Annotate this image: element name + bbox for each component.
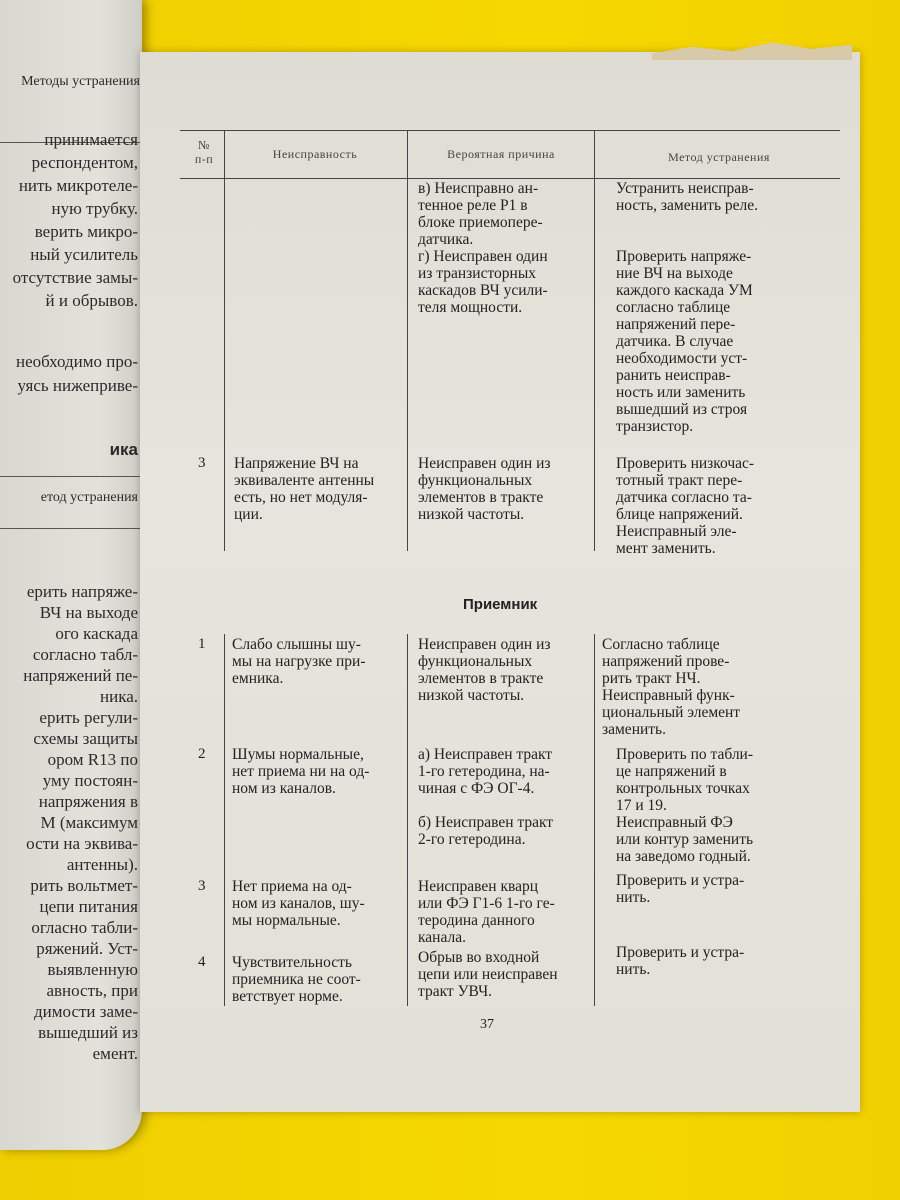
- table-top-rule: [180, 130, 840, 131]
- rx-row4-cause: Обрыв во входной цепи или неисправен тракт УВЧ.: [418, 949, 558, 1000]
- left-line: напряжений пе-: [23, 666, 138, 685]
- left-line: верить микро-: [34, 222, 138, 241]
- rx-row3-num: 3: [198, 878, 206, 894]
- left-line: димости заме-: [34, 1002, 138, 1021]
- col-divider-rx-1: [224, 634, 225, 1006]
- rx-row3-method: Проверить и устра- нить.: [616, 872, 745, 906]
- section-title-receiver: Приемник: [463, 596, 538, 613]
- left-line: цепи питания: [39, 897, 138, 916]
- left-header: Методы устранения: [21, 74, 140, 89]
- col-divider-2: [407, 130, 408, 178]
- row3-fault: Напряжение ВЧ на эквиваленте антенны есть, но нет модуля- ции.: [234, 455, 375, 523]
- rx-row4-num: 4: [198, 954, 206, 970]
- left-line: ряжений. Уст-: [36, 939, 138, 958]
- left-line: респондентом,: [31, 153, 138, 172]
- left-line: ерить регули-: [39, 708, 138, 727]
- col-divider-body-3: [594, 178, 595, 551]
- col-divider-body-1: [224, 178, 225, 551]
- left-line: ника.: [100, 687, 138, 706]
- left-line: вышедший из: [38, 1023, 138, 1042]
- left-line: схемы защиты: [33, 729, 138, 748]
- rx-row2-num: 2: [198, 746, 206, 762]
- rx-row1-method: Согласно таблице напряжений прове- рить тракт НЧ. Неисправный функ- циональный элемент заменить.: [602, 636, 741, 738]
- rx-row2-fault: Шумы нормальные, нет приема ни на од- ном из каналов.: [232, 746, 370, 797]
- rx-row1-cause: Неисправен один из функциональных элементов в тракте низкой частоты.: [418, 636, 551, 704]
- left-line: нить микротеле-: [18, 176, 138, 195]
- col-divider-rx-3: [594, 634, 595, 1006]
- row-cont-method: Устранить неисправ- ность, заменить реле. Проверить напряже- ние ВЧ на выходе каждого каскада УМ согласно таблице напряжений пере- датчика. В случае необходимости уст- ранить неисправ- ность или заменить вышедший из строя транзистор.: [616, 180, 759, 435]
- rx-row2-cause: а) Неисправен тракт 1-го гетеродина, на- чиная с ФЭ ОГ-4. б) Неисправен тракт 2-го гетеродина.: [418, 746, 554, 848]
- left-line: согласно табл-: [32, 645, 138, 664]
- left-subheader: етод устранения: [40, 490, 138, 505]
- left-line: уясь нижеприве-: [17, 376, 138, 395]
- rx-row4-fault: Чувствительность приемника не соот- ветствует норме.: [232, 954, 361, 1005]
- left-line: антенны).: [66, 855, 138, 874]
- row3-num: 3: [198, 455, 206, 471]
- left-line: выявленную: [47, 960, 138, 979]
- left-line: авность, при: [46, 981, 138, 1000]
- left-line: ВЧ на выходе: [39, 603, 138, 622]
- left-line: принимается: [44, 130, 138, 149]
- rx-row2-method: Проверить по табли- це напряжений в контрольных точках 17 и 19. Неисправный ФЭ или контур заменить на заведомо годный.: [616, 746, 754, 865]
- col-divider-body-2: [407, 178, 408, 551]
- row-cont-cause: в) Неисправно ан- тенное реле Р1 в блоке приемопере- датчика. г) Неисправен один из транзисторных каскадов ВЧ усили- теля мощности.: [418, 180, 548, 316]
- header-method: Метод устранения: [668, 150, 770, 164]
- left-rule-3: [0, 528, 142, 529]
- left-line: ости на эквива-: [26, 834, 138, 853]
- col-divider-1: [224, 130, 225, 178]
- left-line: емент.: [92, 1044, 138, 1063]
- left-line: ный усилитель: [30, 245, 138, 264]
- previous-page: [0, 0, 142, 1150]
- col-divider-3: [594, 130, 595, 178]
- rx-row3-cause: Неисправен кварц или ФЭ Г1-6 1-го ге- теродина данного канала.: [418, 878, 555, 946]
- left-line: уму постоян-: [42, 771, 138, 790]
- table-header-rule: [180, 178, 840, 179]
- left-rule-2: [0, 476, 142, 477]
- left-heading: ика: [109, 440, 138, 459]
- row3-cause: Неисправен один из функциональных элементов в тракте низкой частоты.: [418, 455, 551, 523]
- col-divider-rx-2: [407, 634, 408, 1006]
- left-line: ого каскада: [55, 624, 138, 643]
- left-line: отсутствие замы-: [12, 268, 138, 287]
- page-number: 37: [480, 1017, 494, 1032]
- row3-method: Проверить низкочас- тотный тракт пере- датчика согласно та- блице напряжений. Неисправный эле- мент заменить.: [616, 455, 755, 557]
- header-cause: Вероятная причина: [447, 147, 555, 161]
- header-num: № п-п: [194, 138, 214, 166]
- left-line: рить вольтмет-: [30, 876, 138, 895]
- left-line: напряжения в: [38, 792, 138, 811]
- left-line: ную трубку.: [51, 199, 138, 218]
- left-line: необходимо про-: [15, 352, 138, 371]
- book-page: [140, 52, 860, 1112]
- rx-row4-method: Проверить и устра- нить.: [616, 944, 745, 978]
- left-line: М (максимум: [40, 813, 138, 832]
- header-fault: Неисправность: [272, 147, 358, 161]
- left-line: ерить напряже-: [26, 582, 138, 601]
- left-line: й и обрывов.: [45, 291, 138, 310]
- rx-row3-fault: Нет приема на од- ном из каналов, шу- мы нормальные.: [232, 878, 365, 929]
- rx-row1-fault: Слабо слышны шу- мы на нагрузке при- емника.: [232, 636, 366, 687]
- rx-row1-num: 1: [198, 636, 206, 652]
- left-line: ором R13 по: [47, 750, 138, 769]
- left-line: огласно табли-: [31, 918, 138, 937]
